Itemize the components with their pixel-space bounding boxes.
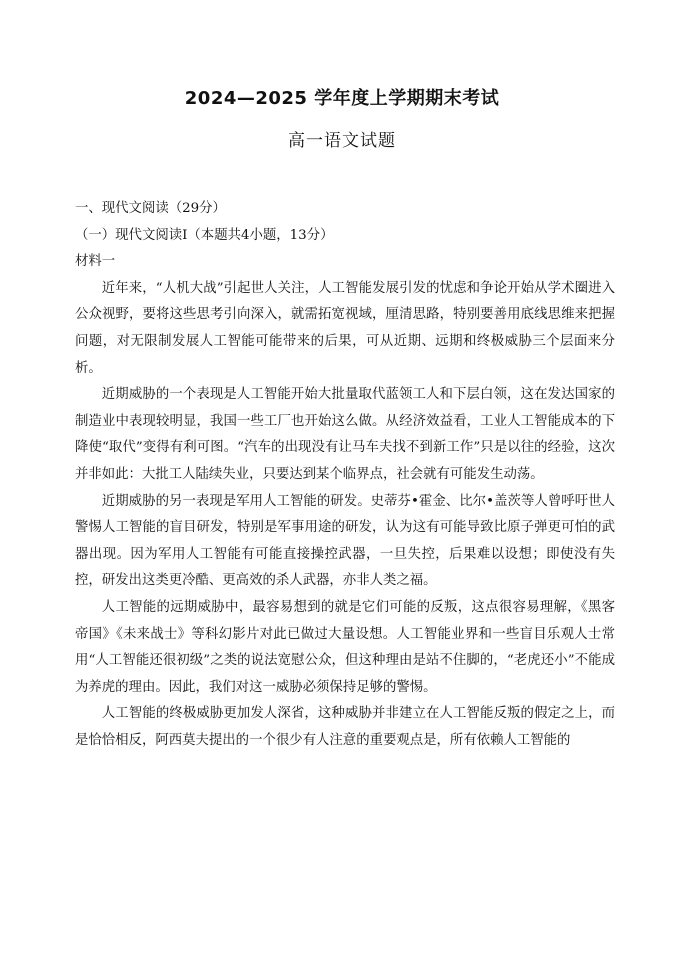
section-subheading: （一）现代文阅读Ⅰ（本题共4小题，13分） [75,227,334,243]
paragraph: 人工智能的远期威胁中，最容易想到的就是它们可能的反叛，这点很容易理解，《黑客帝国》《未来战士》等科幻影片对此已做过大量设想。人工智能业界和一些盲目乐观人士常用“人工智能还很初级”之类的说法宽慰公众，但这种理由是站不住脚的，“老虎还小”不能成为养虎的理由。因此，我们对这一威胁必须保持足够的警惕。 [75,599,615,695]
exam-subtitle: 高一语文试题 [288,131,396,151]
material-label: 材料一 [75,254,116,270]
paragraph: 近年来，“人机大战”引起世人关注，人工智能发展引发的忧虑和争论开始从学术圈进入公众视野，要将这些思考引向深入，就需拓宽视域，厘清思路，特别要善用底线思维来把握问题，对无限制发展人工智能可能带来的后果，可从近期、远期和终极威胁三个层面来分析。 [75,280,615,376]
exam-body [75,196,615,754]
exam-title: 2024—2025 学年度上学期期末考试 [184,88,500,109]
paragraph: 人工智能的终极威胁更加发人深省，这种威胁并非建立在人工智能反叛的假定之上，而是恰恰相反，阿西莫夫提出的一个很少有人注意的重要观点是，所有依赖人工智能的 [75,706,615,748]
paragraph: 近期威胁的一个表现是人工智能开始大批量取代蓝领工人和下层白领，这在发达国家的制造业中表现较明显，我国一些工厂也开始这么做。从经济效益看，工业人工智能成本的下降使“取代”变得有利可图。“汽车的出现没有让马车夫找不到新工作”只是以往的经验，这次并非如此：大批工人陆续失业，只要达到某个临界点，社会就有可能发生动荡。 [75,387,615,482]
paragraph: 近期威胁的另一表现是军用人工智能的研发。史蒂芬•霍金、比尔•盖茨等人曾呼吁世人警惕人工智能的盲目研发，特别是军事用途的研发，认为这有可能导致比原子弹更可怕的武器出现。因为军用人工智能有可能直接操控武器，一旦失控，后果难以设想；即使没有失控，研发出这类更冷酷、更高效的杀人武器，亦非人类之福。 [75,493,615,589]
section-heading: 一、现代文阅读（29分） [75,201,226,216]
